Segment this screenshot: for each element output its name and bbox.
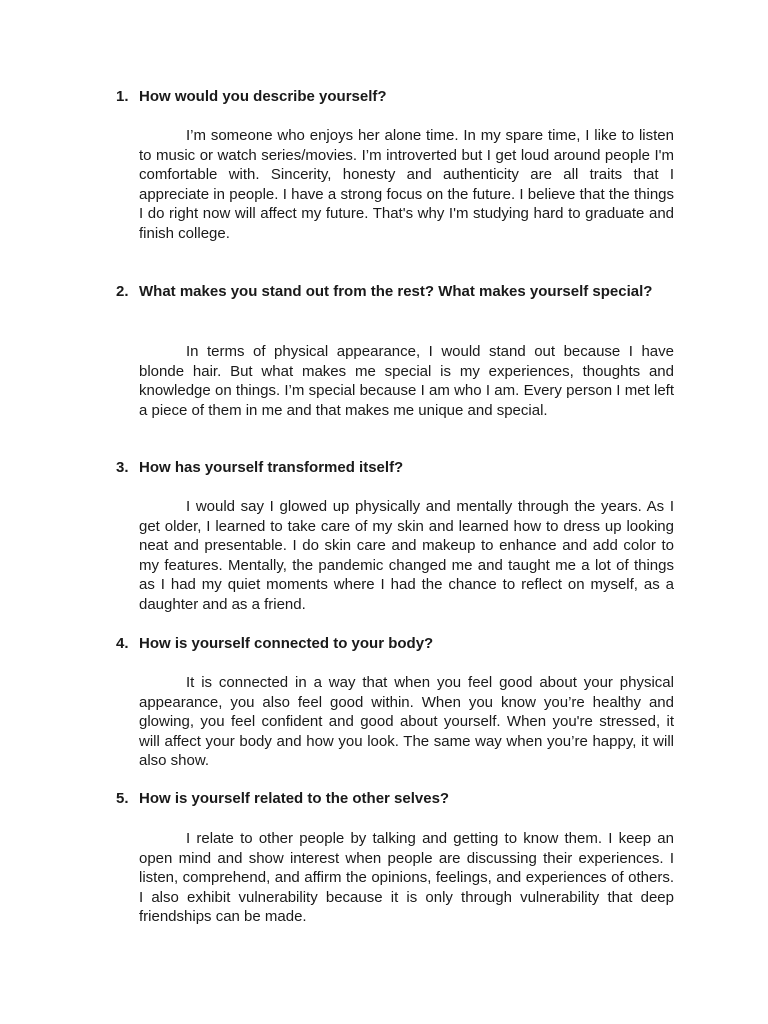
question-1 [116,87,674,107]
question-2-number: 2. [116,283,129,300]
question-3-number: 3. [116,459,129,476]
question-1-text: How would you describe yourself? [139,88,387,105]
question-5-number: 5. [116,790,129,807]
question-4-text: How is yourself connected to your body? [139,635,434,652]
question-2 [116,282,674,302]
question-4-number: 4. [116,635,129,652]
question-5 [116,789,674,809]
question-1-number: 1. [116,88,129,105]
answer-1: I’m someone who enjoys her alone time. In my spare time, I like to listen to music or watch series/movies. I’m introverted but I get loud around people I'm comfortable with. Sincerity, honesty and authenticity are all traits that I appreciate in people. I have a strong focus on the future. I believe that the things I do right now will affect my future. That's why I'm studying hard to graduate and finish college. [139,127,674,242]
question-5-text: How is yourself related to the other selves? [139,790,450,807]
question-2-text: What makes you stand out from the rest? What makes yourself special? [139,283,653,300]
answer-3: I would say I glowed up physically and mentally through the years. As I get older, I learned to take care of my skin and learned how to dress up looking neat and presentable. I do skin care and makeup to enhance and add color to my features. Mentally, the pandemic changed me and taught me a lot of things as I had my quiet moments where I had the chance to reflect on myself, as a daughter and as a friend. [139,498,674,613]
question-3 [116,458,674,478]
answer-4: It is connected in a way that when you feel good about your physical appearance, you also feel good within. When you know you’re healthy and glowing, you feel confident and good about yourself. When you're stressed, it will affect your body and how you look. The same way when you’re happy, it will also show. [139,674,674,769]
answer-5: I relate to other people by talking and getting to know them. I keep an open mind and show interest when people are discussing their experiences. I listen, comprehend, and affirm the opinions, feelings, and experiences of others. I also exhibit vulnerability because it is only through vulnerability that deep friendships can be made. [139,830,674,925]
question-3-text: How has yourself transformed itself? [139,459,404,476]
question-4 [116,634,674,654]
answer-2: In terms of physical appearance, I would stand out because I have blonde hair. But what makes me special is my experiences, thoughts and knowledge on things. I’m special because I am who I am. Every person I met left a piece of them in me and that makes me unique and special. [139,343,674,419]
